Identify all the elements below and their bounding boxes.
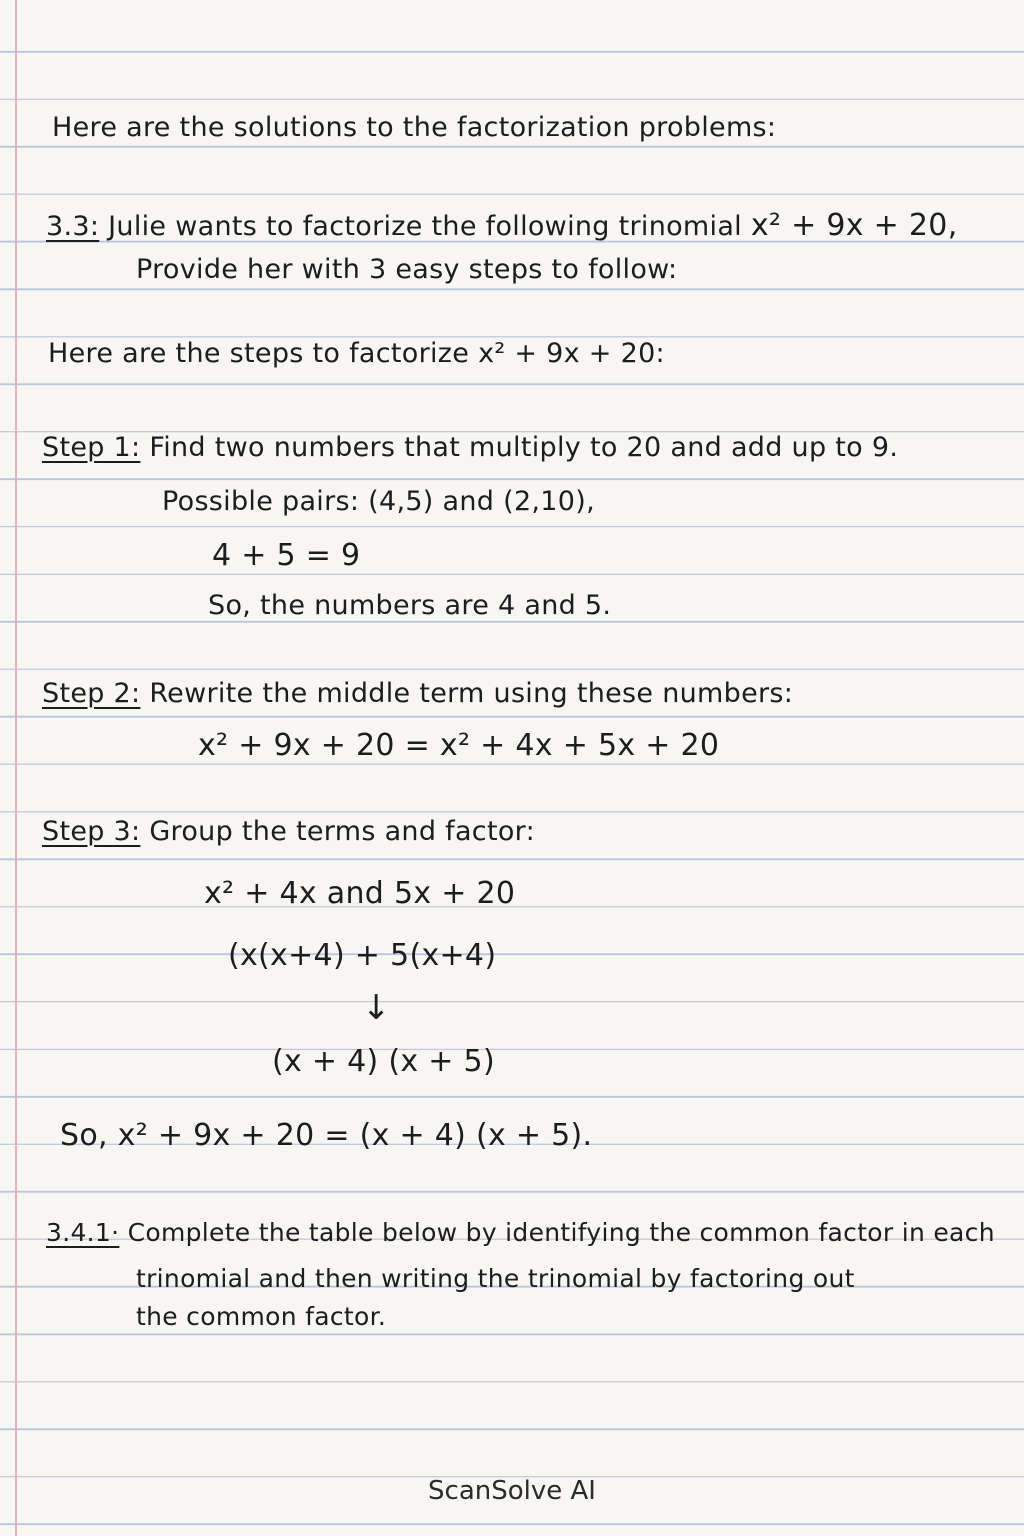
- step-1-check: 4 + 5 = 9: [212, 538, 361, 573]
- step-3-result: (x + 4) (x + 5): [272, 1044, 495, 1079]
- question-text: Julie wants to factorize the following trinomial: [108, 211, 742, 242]
- step-2-label: Step 2:: [42, 678, 141, 709]
- step-2: [42, 678, 793, 709]
- question-3-3: [46, 208, 958, 243]
- intro-text: Here are the solutions to the factorization problems:: [52, 112, 777, 143]
- step-3: [42, 816, 535, 847]
- step-1-pairs: Possible pairs: (4,5) and (2,10),: [162, 486, 595, 517]
- margin-line: [15, 0, 17, 1536]
- question-3-4-1: [46, 1218, 995, 1247]
- step-1-label: Step 1:: [42, 432, 141, 463]
- footer-brand: ScanSolve AI: [428, 1476, 596, 1506]
- step-3-groups: x² + 4x and 5x + 20: [204, 876, 516, 911]
- step-1-text: Find two numbers that multiply to 20 and add up to 9.: [149, 432, 899, 463]
- question-3-4-1-number: 3.4.1·: [46, 1218, 120, 1247]
- down-arrow-icon: ↓: [362, 988, 391, 1028]
- steps-intro: Here are the steps to factorize x² + 9x + 20:: [48, 338, 665, 369]
- question-3-3-line2: Provide her with 3 easy steps to follow:: [136, 254, 678, 285]
- step-1-conclusion: So, the numbers are 4 and 5.: [208, 590, 612, 621]
- question-3-4-1-line3: the common factor.: [136, 1302, 387, 1331]
- final-answer: So, x² + 9x + 20 = (x + 4) (x + 5).: [60, 1118, 593, 1153]
- step-2-text: Rewrite the middle term using these numbers:: [149, 678, 794, 709]
- question-expression: x² + 9x + 20,: [750, 208, 958, 243]
- question-number: 3.3:: [46, 211, 100, 242]
- step-3-factored: (x(x+4) + 5(x+4): [228, 938, 497, 973]
- step-3-label: Step 3:: [42, 816, 141, 847]
- step-2-equation: x² + 9x + 20 = x² + 4x + 5x + 20: [198, 728, 720, 763]
- step-3-text: Group the terms and factor:: [149, 816, 535, 847]
- step-1: [42, 432, 898, 463]
- question-3-4-1-line2: trinomial and then writing the trinomial by factoring out: [136, 1264, 855, 1293]
- question-3-4-1-text: Complete the table below by identifying the common factor in each: [127, 1218, 995, 1247]
